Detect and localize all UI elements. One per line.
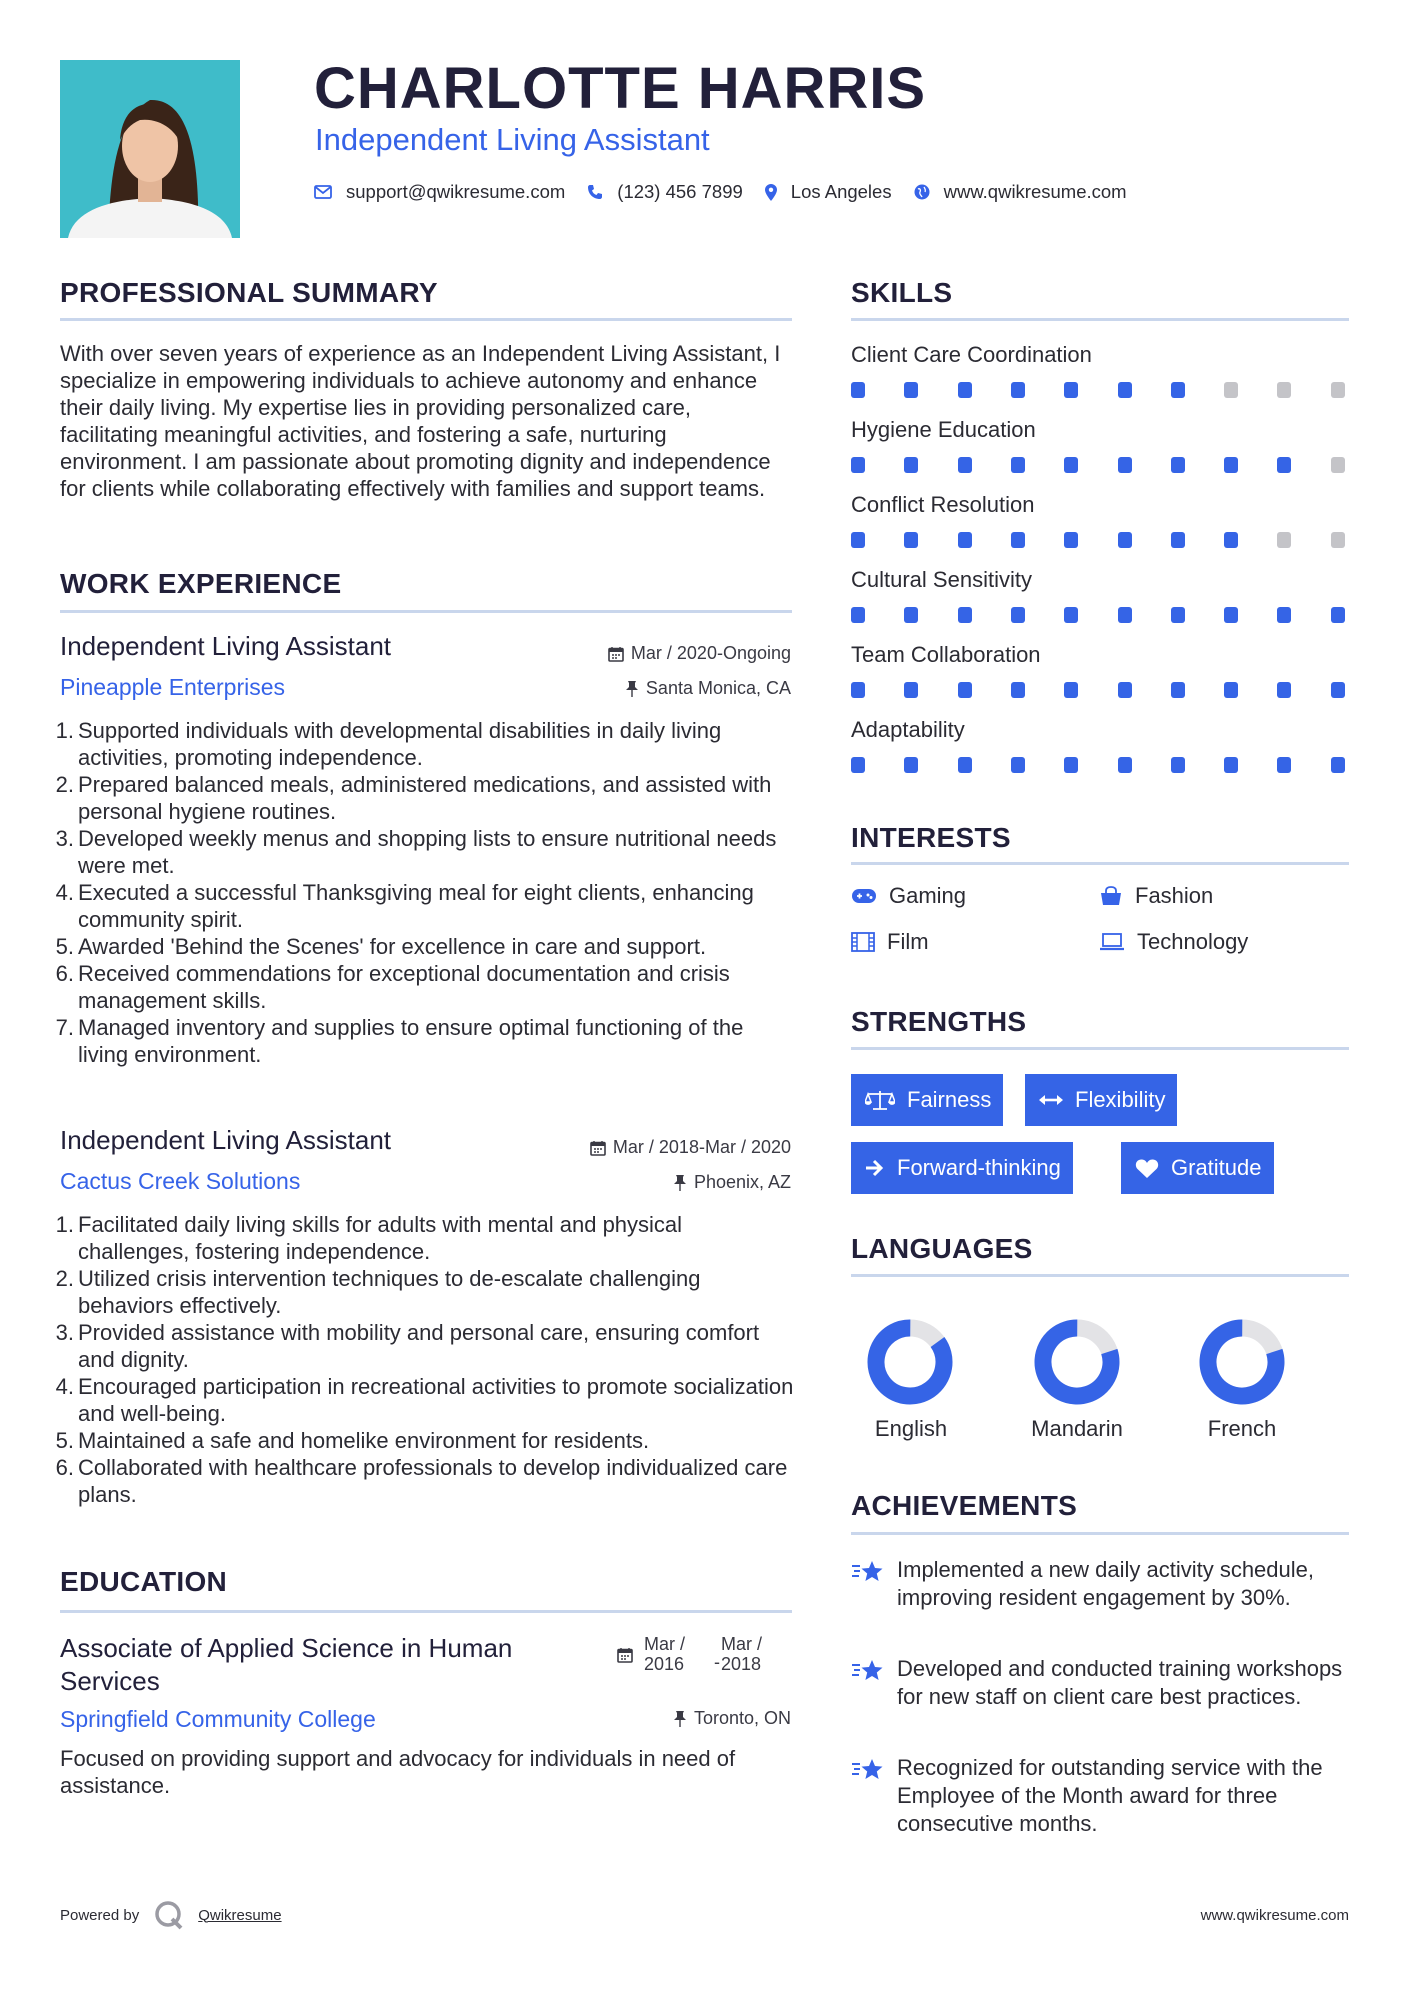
skill-dot [851, 532, 865, 548]
list-item: 3. Provided assistance with mobility and personal care, ensuring comfort and dignity. [55, 1320, 760, 1372]
skill-dot [1064, 382, 1078, 398]
balance-scale-icon [865, 1089, 895, 1111]
skill-label: Team Collaboration [851, 642, 1041, 667]
achievement-item [851, 1754, 1351, 1838]
pushpin-icon [625, 680, 639, 697]
interest-item [1099, 929, 1248, 955]
achievement-text: Implemented a new daily activity schedule, improving resident engagement by 30%. [897, 1557, 1314, 1610]
skill-dot [958, 607, 972, 623]
brand-link[interactable]: Qwikresume [198, 1906, 282, 1924]
strengths-heading: STRENGTHS [851, 1006, 1027, 1037]
list-item: 6. Collaborated with healthcare professionals to develop individualized care plans. [55, 1455, 788, 1507]
skill-dot [904, 382, 918, 398]
edu-end-month: Mar / [721, 1634, 763, 1654]
profile-photo [60, 60, 240, 238]
job-location-text: Phoenix, AZ [693, 1172, 791, 1192]
skill-dot [1064, 682, 1078, 698]
skill-dot [1011, 757, 1025, 773]
skill-rating [851, 382, 1349, 398]
education-divider [60, 1610, 792, 1613]
skill-dot [1277, 457, 1291, 473]
skill-dot [1064, 757, 1078, 773]
job-title: Independent Living Assistant [60, 631, 392, 661]
strength-label: Fairness [907, 1087, 992, 1112]
strength-badge [851, 1142, 1073, 1194]
contact-location [765, 181, 892, 203]
edu-start-year: 2016 [644, 1654, 685, 1674]
skill-dot [1224, 757, 1238, 773]
skill-dot [1277, 382, 1291, 398]
shopping-bag-icon [1099, 886, 1123, 906]
shooting-star-icon [851, 1756, 885, 1784]
skill-rating [851, 532, 1349, 548]
skill-dot [1171, 757, 1185, 773]
achievement-item [851, 1655, 1351, 1711]
skills-divider [851, 318, 1349, 321]
skill-dot [904, 457, 918, 473]
job-company: Pineapple Enterprises [60, 674, 286, 700]
language-label: Mandarin [1031, 1416, 1123, 1441]
strength-badge [851, 1074, 1003, 1126]
list-item: 5. Maintained a safe and homelike environment for residents. [55, 1428, 650, 1453]
skill-dot [1171, 682, 1185, 698]
laptop-icon [1099, 933, 1125, 951]
interests-heading: INTERESTS [851, 822, 1011, 853]
language-donut [1186, 1306, 1298, 1418]
phone-icon [587, 184, 603, 200]
calendar-icon [608, 646, 624, 662]
skill-dot [1224, 382, 1238, 398]
edu-end-year: 2018 [721, 1654, 762, 1674]
job-company: Cactus Creek Solutions [60, 1168, 301, 1194]
envelope-icon [314, 185, 332, 199]
skill-dot [1171, 457, 1185, 473]
skill-dot [1064, 457, 1078, 473]
shooting-star-icon [851, 1657, 885, 1685]
skill-dot [1277, 607, 1291, 623]
language-label: French [1207, 1416, 1277, 1441]
skill-dot [1331, 607, 1345, 623]
list-item: 3. Developed weekly menus and shopping lists to ensure nutritional needs were met. [55, 826, 777, 878]
strengths-divider [851, 1047, 1349, 1050]
skill-dot [1011, 457, 1025, 473]
skill-label: Cultural Sensitivity [851, 567, 1032, 592]
list-item: 2. Prepared balanced meals, administered medications, and assisted with personal hygiene routines. [55, 772, 772, 824]
skill-dot [1118, 382, 1132, 398]
interest-item [851, 929, 929, 955]
skill-dot [1331, 682, 1345, 698]
job-dates-text: Mar / 2018-Mar / 2020 [612, 1137, 791, 1157]
skill-dot [1011, 382, 1025, 398]
achievement-item [851, 1556, 1351, 1612]
skill-dot [1064, 532, 1078, 548]
summary-divider [60, 318, 792, 321]
footer-website[interactable]: www.qwikresume.com [1200, 1907, 1349, 1924]
skill-dot [1171, 607, 1185, 623]
skill-dot [1171, 382, 1185, 398]
skill-dot [1277, 757, 1291, 773]
skill-dot [1011, 682, 1025, 698]
skill-dot [1118, 682, 1132, 698]
skill-dot [1277, 682, 1291, 698]
skill-dot [851, 457, 865, 473]
strength-label: Forward-thinking [897, 1155, 1061, 1180]
skill-dot [851, 382, 865, 398]
skill-dot [1064, 607, 1078, 623]
strength-badge [1121, 1142, 1274, 1194]
language-donut [1021, 1306, 1133, 1418]
strength-label: Gratitude [1171, 1155, 1262, 1180]
skill-dot [851, 757, 865, 773]
job-bullets [52, 717, 794, 1068]
job-title: Independent Living Assistant [60, 1125, 392, 1155]
candidate-name: CHARLOTTE HARRIS [314, 56, 927, 121]
skill-dot [958, 457, 972, 473]
interest-item [1099, 883, 1213, 909]
skill-dot [958, 532, 972, 548]
skill-dot [904, 607, 918, 623]
skill-dot [1331, 457, 1345, 473]
calendar-icon [617, 1647, 633, 1663]
job-location [625, 678, 791, 699]
list-item: 1. Facilitated daily living skills for adults with mental and physical challenges, fostering independence. [55, 1212, 683, 1264]
skill-dot [1224, 682, 1238, 698]
language-donut [854, 1306, 966, 1418]
language-level-arc [863, 1315, 958, 1410]
skill-dot [904, 682, 918, 698]
skill-dot [958, 757, 972, 773]
degree-title: Associate of Applied Science in Human Services [60, 1633, 513, 1696]
skill-dot [851, 607, 865, 623]
skills-heading: SKILLS [851, 277, 953, 308]
skill-dot [1118, 607, 1132, 623]
skill-dot [1331, 382, 1345, 398]
contact-website[interactable] [914, 181, 1127, 203]
skill-dot [1011, 532, 1025, 548]
skill-rating [851, 682, 1349, 698]
interests-divider [851, 862, 1349, 865]
skill-dot [958, 382, 972, 398]
heart-icon [1135, 1158, 1159, 1179]
edu-location-text: Toronto, ON [693, 1708, 791, 1728]
edu-start-date [644, 1634, 685, 1674]
education-heading: EDUCATION [60, 1566, 228, 1597]
skill-dot [1277, 532, 1291, 548]
job-bullets [52, 1211, 794, 1508]
job-dates [590, 1137, 791, 1158]
strength-badge [1025, 1074, 1177, 1126]
list-item: 5. Awarded 'Behind the Scenes' for excellence in care and support. [55, 934, 707, 959]
skill-label: Hygiene Education [851, 417, 1036, 442]
skill-dot [851, 682, 865, 698]
interest-label: Film [887, 929, 929, 954]
qwikresume-logo-icon [154, 1900, 184, 1930]
list-item: 1. Supported individuals with developmental disabilities in daily living activities, promoting independence. [55, 718, 722, 770]
skill-dot [1224, 532, 1238, 548]
pushpin-icon [673, 1174, 687, 1191]
skill-dot [1171, 532, 1185, 548]
experience-divider [60, 610, 792, 613]
candidate-role: Independent Living Assistant [315, 122, 710, 157]
job-dates-text: Mar / 2020-Ongoing [630, 643, 791, 663]
arrow-right-icon [865, 1159, 885, 1177]
list-item: 2. Utilized crisis intervention techniques to de-escalate challenging behaviors effectively. [55, 1266, 701, 1318]
contact-email[interactable] [314, 181, 565, 203]
skill-rating [851, 607, 1349, 623]
list-item: 4. Encouraged participation in recreational activities to promote socialization and well-being. [55, 1374, 794, 1426]
interest-label: Fashion [1135, 883, 1214, 908]
languages-divider [851, 1274, 1349, 1277]
powered-by-text: Powered by [60, 1906, 140, 1924]
edu-end-date [721, 1634, 762, 1674]
summary-heading: PROFESSIONAL SUMMARY [60, 277, 438, 308]
gamepad-icon [851, 888, 877, 904]
edu-start-month: Mar / [644, 1634, 686, 1654]
footer-powered-by [60, 1900, 282, 1930]
strength-label: Flexibility [1075, 1087, 1166, 1112]
skill-dot [1118, 457, 1132, 473]
contact-phone[interactable] [587, 181, 743, 203]
skill-label: Client Care Coordination [851, 342, 1092, 367]
list-item: 4. Executed a successful Thanksgiving meal for eight clients, enhancing community spirit. [55, 880, 754, 932]
experience-heading: WORK EXPERIENCE [60, 568, 342, 599]
achievements-heading: ACHIEVEMENTS [851, 1490, 1078, 1521]
skill-dot [1331, 757, 1345, 773]
language-label: English [874, 1416, 948, 1441]
location-text: Los Angeles [790, 181, 892, 202]
job-dates [608, 643, 791, 664]
skill-rating [851, 457, 1349, 473]
achievement-text: Recognized for outstanding service with the Employee of the Month award for three consecutive months. [897, 1755, 1323, 1836]
interest-label: Gaming [889, 883, 967, 908]
job-location-text: Santa Monica, CA [645, 678, 791, 698]
calendar-icon [590, 1140, 606, 1156]
shooting-star-icon [851, 1558, 885, 1586]
website-text: www.qwikresume.com [943, 181, 1127, 202]
skill-dot [904, 757, 918, 773]
interest-label: Technology [1137, 929, 1249, 954]
skill-dot [904, 532, 918, 548]
skill-dot [1118, 532, 1132, 548]
skill-dot [1224, 607, 1238, 623]
job-location [673, 1172, 791, 1193]
contact-bar [314, 178, 1149, 206]
edu-description: Focused on providing support and advocacy for individuals in need of assistance. [60, 1746, 736, 1798]
interest-item [851, 883, 966, 909]
skill-label: Conflict Resolution [851, 492, 1035, 517]
skill-rating [851, 757, 1349, 773]
school-name: Springfield Community College [60, 1706, 376, 1732]
skill-dot [1224, 457, 1238, 473]
pushpin-icon [673, 1710, 687, 1727]
skill-dot [958, 682, 972, 698]
map-pin-icon [765, 184, 777, 201]
skill-dot [1118, 757, 1132, 773]
skill-dot [1331, 532, 1345, 548]
double-arrow-icon [1039, 1093, 1063, 1107]
achievements-divider [851, 1532, 1349, 1535]
email-text: support@qwikresume.com [346, 181, 566, 202]
edu-location [673, 1708, 791, 1729]
achievement-text: Developed and conducted training workshops for new staff on client care best practices. [897, 1656, 1343, 1709]
skill-dot [1011, 607, 1025, 623]
globe-icon [914, 184, 930, 200]
list-item: 7. Managed inventory and supplies to ensure optimal functioning of the living environment. [55, 1015, 744, 1067]
list-item: 6. Received commendations for exceptional documentation and crisis management skills. [55, 961, 730, 1013]
date-separator: - [714, 1652, 720, 1672]
skill-label: Adaptability [851, 717, 965, 742]
languages-heading: LANGUAGES [851, 1233, 1033, 1264]
film-icon [851, 932, 875, 952]
phone-text: (123) 456 7899 [617, 181, 743, 202]
summary-text: With over seven years of experience as an Independent Living Assistant, I specialize in empowering individuals to achieve autonomy and enhance their daily living. My expertise lies in providing personalized care, facilitating meaningful activities, and fostering a safe, nurturing environment. I am passionate about promoting dignity and independence for clients while collaborating effectively with families and support teams. [60, 341, 781, 501]
